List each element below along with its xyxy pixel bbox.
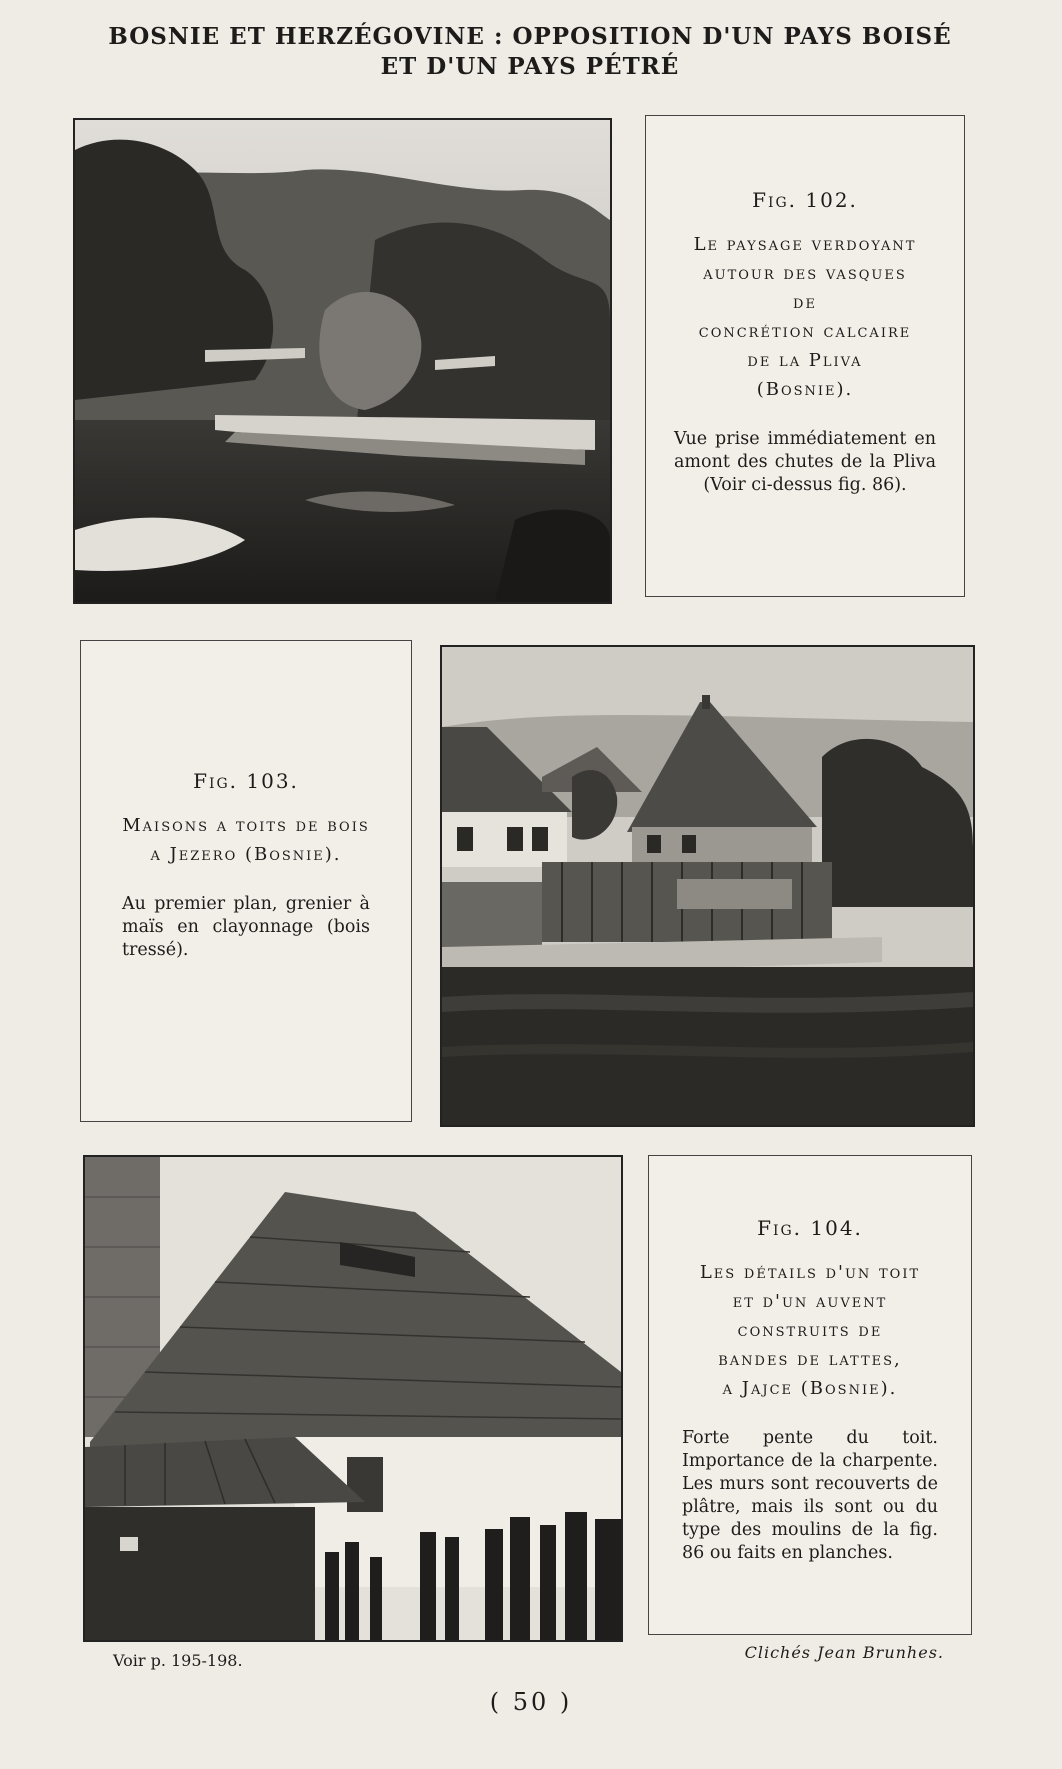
fig-title-line: de la Pliva	[747, 350, 863, 371]
fig-description: Vue prise immédiatement en amont des chutes de la Pliva (Voir ci-dessus fig. 86).	[674, 429, 936, 495]
fig-title	[81, 811, 411, 869]
caption-fig-102	[645, 115, 965, 597]
fig-title-line: Maisons a toits de bois	[122, 815, 370, 836]
title-line-1: BOSNIE ET HERZÉGOVINE : OPPOSITION D'UN PAYS BOISÉ	[108, 23, 952, 50]
fig-title-line: (Bosnie).	[756, 379, 854, 400]
fig-title-line: construits de	[737, 1320, 883, 1341]
photo-jajce-roof	[83, 1155, 623, 1642]
fig-title-line: de	[793, 292, 817, 313]
fig-description: Forte pente du toit. Importance de la charpente. Les murs sont recouverts de plâtre, mais ils sont ou du type des moulins de la fig. 86 ou faits en planches.	[682, 1428, 938, 1563]
fig-title-line: autour des vasques	[703, 263, 907, 284]
fig-title-line: et d'un auvent	[732, 1291, 888, 1312]
fig-title-line: a Jezero (Bosnie).	[150, 844, 342, 865]
photo-credit: Clichés Jean Brunhes.	[744, 1643, 944, 1662]
page-title	[60, 22, 1000, 82]
caption-fig-103	[80, 640, 412, 1122]
fig-title-line: concrétion calcaire	[698, 321, 912, 342]
photo-jezero-houses	[440, 645, 975, 1127]
fig-title	[646, 230, 964, 404]
see-also-note: Voir p. 195-198.	[113, 1651, 243, 1670]
photo-pliva-cascades	[73, 118, 612, 604]
page-number: ( 50 )	[489, 1688, 573, 1716]
fig-description: Au premier plan, grenier à maïs en clayonnage (bois tressé).	[122, 894, 370, 960]
fig-number: Fig. 104.	[757, 1216, 863, 1240]
title-line-2: ET D'UN PAYS PÉTRÉ	[380, 53, 680, 80]
fig-number: Fig. 103.	[193, 769, 299, 793]
fig-title-line: bandes de lattes,	[718, 1349, 902, 1370]
fig-number: Fig. 102.	[752, 188, 858, 212]
fig-title	[649, 1258, 971, 1403]
fig-title-line: Les détails d'un toit	[699, 1262, 921, 1283]
fig-title-line: a Jajce (Bosnie).	[722, 1378, 898, 1399]
fig-title-line: Le paysage verdoyant	[693, 234, 917, 255]
caption-fig-104	[648, 1155, 972, 1635]
